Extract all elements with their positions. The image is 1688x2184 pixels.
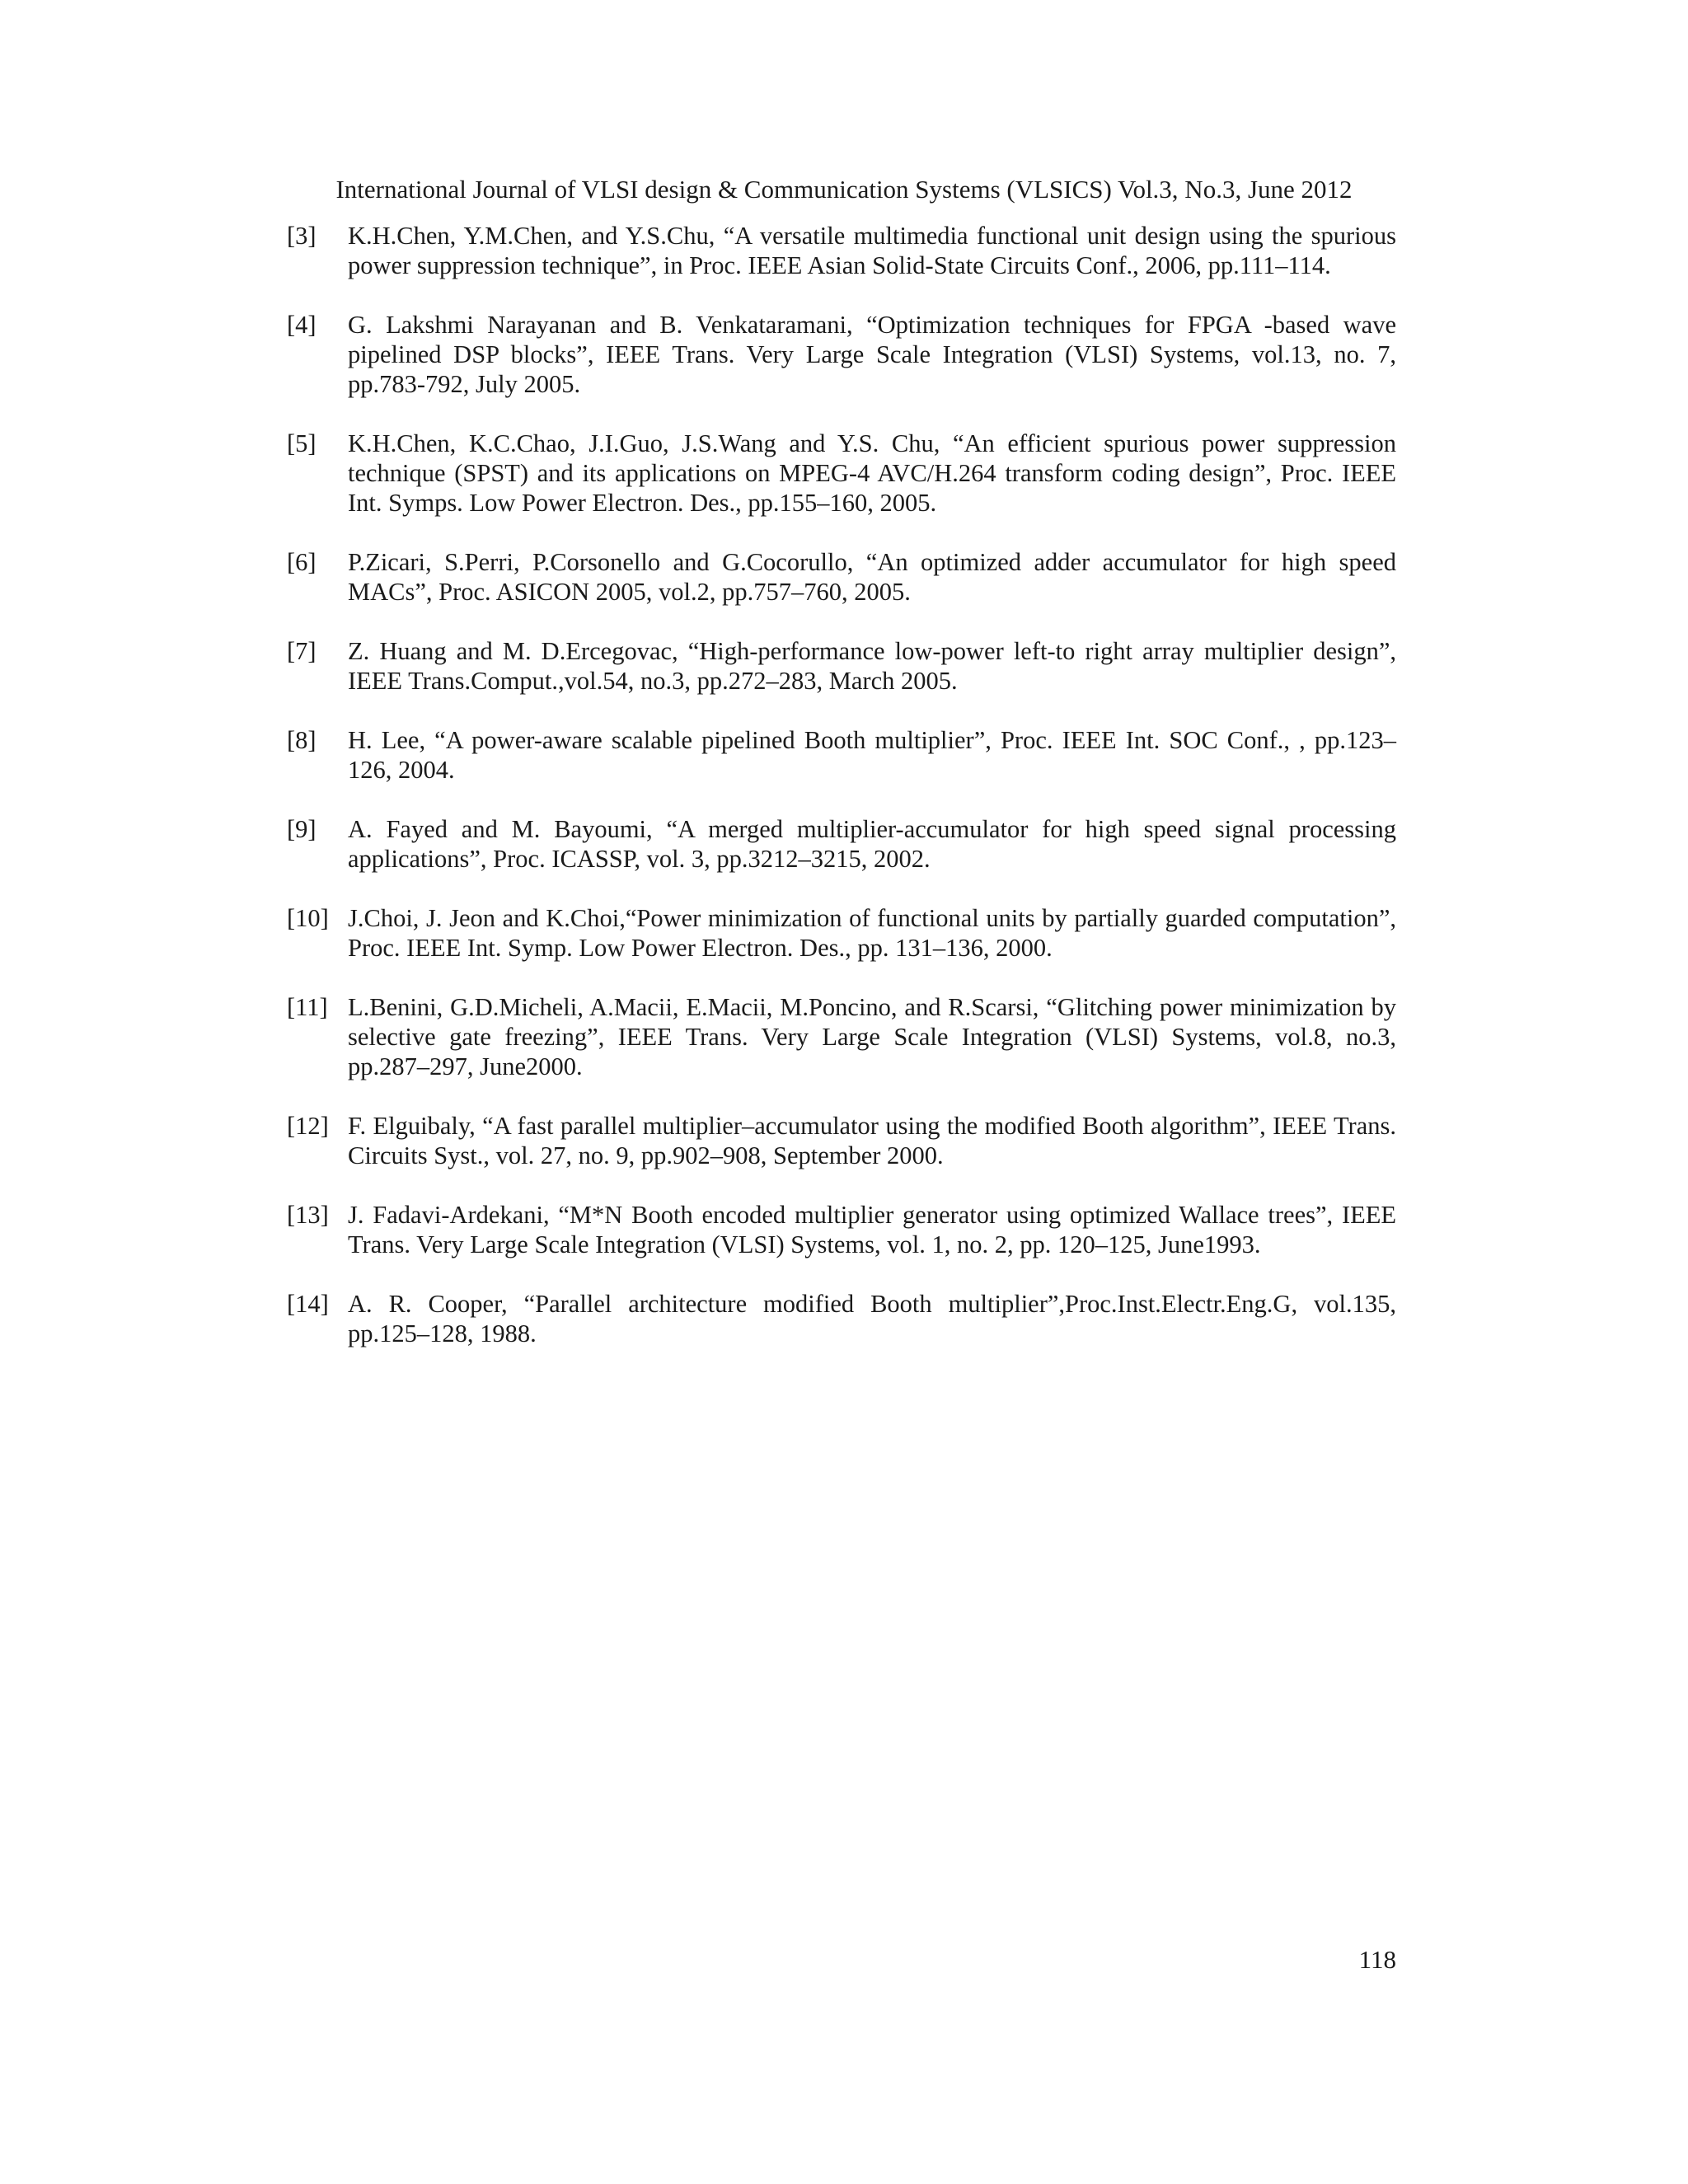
reference-text: K.H.Chen, K.C.Chao, J.I.Guo, J.S.Wang and Y.S. Chu, “An efficient spurious power suppression technique (SPST) and its applications on MPEG-4 AVC/H.264 transform coding design”, Proc. IEEE Int. Symps. Low Power Electron. Des., pp.155–160, 2005. xyxy=(348,429,1396,517)
reference-number: [7] xyxy=(287,637,316,665)
reference-item xyxy=(287,725,1396,785)
reference-text: H. Lee, “A power-aware scalable pipelined Booth multiplier”, Proc. IEEE Int. SOC Conf., , pp.123–126, 2004. xyxy=(348,726,1396,784)
reference-text: J. Fadavi-Ardekani, “M*N Booth encoded multiplier generator using optimized Wallace trees”, IEEE Trans. Very Large Scale Integration (VLSI) Systems, vol. 1, no. 2, pp. 120–125, June1993. xyxy=(348,1201,1396,1258)
reference-number: [8] xyxy=(287,726,316,754)
reference-item xyxy=(287,221,1396,280)
reference-item xyxy=(287,310,1396,399)
reference-number: [12] xyxy=(287,1112,329,1140)
reference-text: G. Lakshmi Narayanan and B. Venkataramani, “Optimization techniques for FPGA -based wave pipelined DSP blocks”, IEEE Trans. Very Large Scale Integration (VLSI) Systems, vol.13, no. 7, pp.783-792, July 2005. xyxy=(348,311,1396,398)
reference-item xyxy=(287,429,1396,518)
reference-text: Z. Huang and M. D.Ercegovac, “High-performance low-power left-to right array multiplier design”, IEEE Trans.Comput.,vol.54, no.3, pp.272–283, March 2005. xyxy=(348,637,1396,695)
reference-text: A. Fayed and M. Bayoumi, “A merged multiplier-accumulator for high speed signal processing applications”, Proc. ICASSP, vol. 3, pp.3212–3215, 2002. xyxy=(348,815,1396,873)
reference-text: A. R. Cooper, “Parallel architecture modified Booth multiplier”,Proc.Inst.Electr.Eng.G, vol.135, pp.125–128, 1988. xyxy=(348,1290,1396,1347)
reference-text: J.Choi, J. Jeon and K.Choi,“Power minimization of functional units by partially guarded computation”, Proc. IEEE Int. Symp. Low Power Electron. Des., pp. 131–136, 2000. xyxy=(348,904,1396,962)
reference-number: [4] xyxy=(287,311,316,339)
reference-number: [5] xyxy=(287,429,316,457)
reference-number: [10] xyxy=(287,904,329,932)
running-header: International Journal of VLSI design & Communication Systems (VLSICS) Vol.3, No.3, June 2012 xyxy=(335,175,1353,204)
reference-item xyxy=(287,636,1396,696)
reference-text: K.H.Chen, Y.M.Chen, and Y.S.Chu, “A versatile multimedia functional unit design using the spurious power suppression technique”, in Proc. IEEE Asian Solid-State Circuits Conf., 2006, pp.111–114. xyxy=(348,222,1396,279)
page-number: 118 xyxy=(1358,1945,1396,1974)
reference-item xyxy=(287,992,1396,1081)
reference-list xyxy=(287,221,1396,1378)
reference-item xyxy=(287,903,1396,963)
reference-number: [14] xyxy=(287,1290,329,1318)
reference-item xyxy=(287,547,1396,607)
reference-number: [3] xyxy=(287,222,316,250)
reference-number: [13] xyxy=(287,1201,329,1229)
reference-item xyxy=(287,1200,1396,1259)
reference-text: F. Elguibaly, “A fast parallel multiplier–accumulator using the modified Booth algorithm”, IEEE Trans. Circuits Syst., vol. 27, no. 9, pp.902–908, September 2000. xyxy=(348,1112,1396,1169)
reference-item xyxy=(287,1289,1396,1348)
reference-text: P.Zicari, S.Perri, P.Corsonello and G.Cocorullo, “An optimized adder accumulator for high speed MACs”, Proc. ASICON 2005, vol.2, pp.757–760, 2005. xyxy=(348,548,1396,606)
reference-number: [9] xyxy=(287,815,316,843)
reference-item xyxy=(287,814,1396,874)
reference-number: [11] xyxy=(287,993,328,1021)
reference-number: [6] xyxy=(287,548,316,576)
reference-text: L.Benini, G.D.Micheli, A.Macii, E.Macii, M.Poncino, and R.Scarsi, “Glitching power minimization by selective gate freezing”, IEEE Trans. Very Large Scale Integration (VLSI) Systems, vol.8, no.3, pp.287–297, June2000. xyxy=(348,993,1396,1080)
reference-item xyxy=(287,1111,1396,1170)
